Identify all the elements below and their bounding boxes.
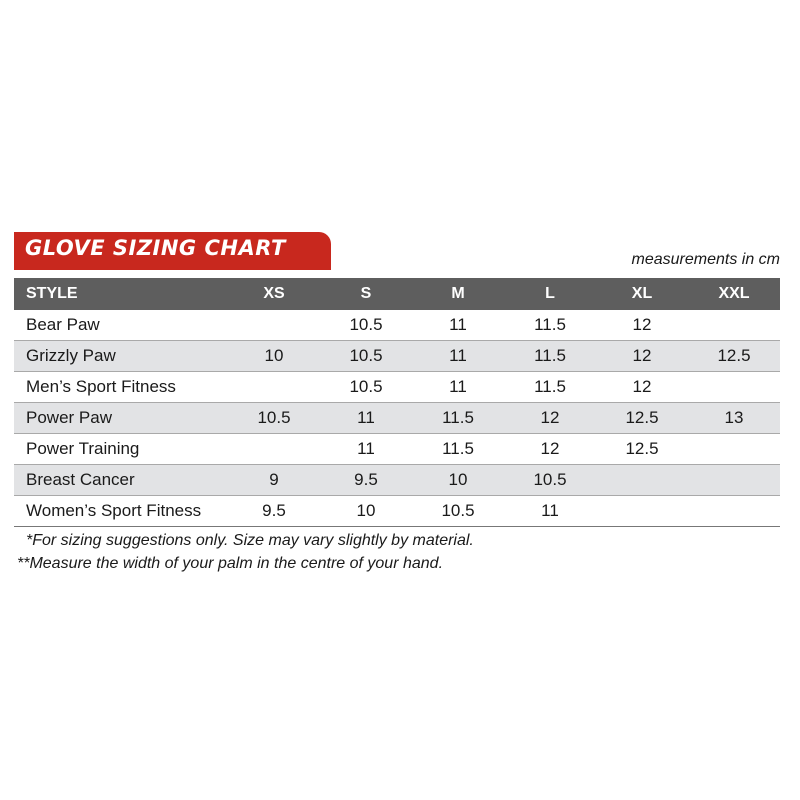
footnote-palm-measurement: **Measure the width of your palm in the centre of your hand. [17, 555, 444, 572]
size-cell-l: 12 [504, 434, 596, 465]
size-cell-xxl [688, 434, 780, 465]
size-cell-xs [228, 310, 320, 341]
style-name-cell: Women’s Sport Fitness [14, 496, 228, 527]
chart-title: GLOVE SIZING CHART [25, 236, 286, 260]
size-cell-s: 11 [320, 403, 412, 434]
size-cell-xl: 12.5 [596, 403, 688, 434]
column-header-xxl: XXL [688, 278, 780, 310]
style-name-cell: Grizzly Paw [14, 341, 228, 372]
size-cell-s: 10.5 [320, 310, 412, 341]
size-cell-l: 10.5 [504, 465, 596, 496]
size-cell-l: 11.5 [504, 341, 596, 372]
size-cell-m: 11 [412, 372, 504, 403]
size-cell-xs [228, 372, 320, 403]
footnote-sizing-suggestion: *For sizing suggestions only. Size may vary slightly by material. [26, 532, 474, 549]
style-name-cell: Breast Cancer [14, 465, 228, 496]
size-cell-m: 11 [412, 341, 504, 372]
style-name-cell: Power Paw [14, 403, 228, 434]
table-row [14, 310, 780, 341]
size-cell-s: 9.5 [320, 465, 412, 496]
style-name-cell: Men’s Sport Fitness [14, 372, 228, 403]
size-cell-xs: 10 [228, 341, 320, 372]
table-row [14, 341, 780, 372]
sizing-table [14, 278, 780, 527]
size-cell-xs [228, 434, 320, 465]
size-cell-s: 10.5 [320, 372, 412, 403]
column-header-style: STYLE [14, 278, 228, 310]
chart-title-banner [14, 232, 331, 270]
column-header-l: L [504, 278, 596, 310]
size-cell-s: 10 [320, 496, 412, 527]
column-header-xl: XL [596, 278, 688, 310]
size-cell-m: 11 [412, 310, 504, 341]
size-cell-xxl [688, 372, 780, 403]
table-header-row [14, 278, 780, 310]
size-cell-xl: 12 [596, 372, 688, 403]
size-cell-xxl: 12.5 [688, 341, 780, 372]
size-cell-xl [596, 465, 688, 496]
units-note: measurements in cm [631, 251, 780, 268]
column-header-xs: XS [228, 278, 320, 310]
size-cell-xxl: 13 [688, 403, 780, 434]
size-cell-xl: 12 [596, 310, 688, 341]
size-cell-l: 12 [504, 403, 596, 434]
size-cell-xs: 9.5 [228, 496, 320, 527]
size-cell-s: 11 [320, 434, 412, 465]
table-row [14, 403, 780, 434]
style-name-cell: Power Training [14, 434, 228, 465]
table-row [14, 372, 780, 403]
size-cell-s: 10.5 [320, 341, 412, 372]
column-header-m: M [412, 278, 504, 310]
size-cell-xxl [688, 496, 780, 527]
size-cell-m: 10 [412, 465, 504, 496]
size-cell-l: 11.5 [504, 372, 596, 403]
size-cell-m: 11.5 [412, 434, 504, 465]
size-cell-l: 11.5 [504, 310, 596, 341]
table-row [14, 465, 780, 496]
size-cell-l: 11 [504, 496, 596, 527]
size-cell-m: 10.5 [412, 496, 504, 527]
size-cell-xs: 10.5 [228, 403, 320, 434]
size-cell-xl [596, 496, 688, 527]
size-cell-xl: 12.5 [596, 434, 688, 465]
size-cell-m: 11.5 [412, 403, 504, 434]
table-row [14, 496, 780, 527]
table-row [14, 434, 780, 465]
size-cell-xxl [688, 310, 780, 341]
column-header-s: S [320, 278, 412, 310]
style-name-cell: Bear Paw [14, 310, 228, 341]
size-cell-xxl [688, 465, 780, 496]
size-cell-xl: 12 [596, 341, 688, 372]
size-cell-xs: 9 [228, 465, 320, 496]
